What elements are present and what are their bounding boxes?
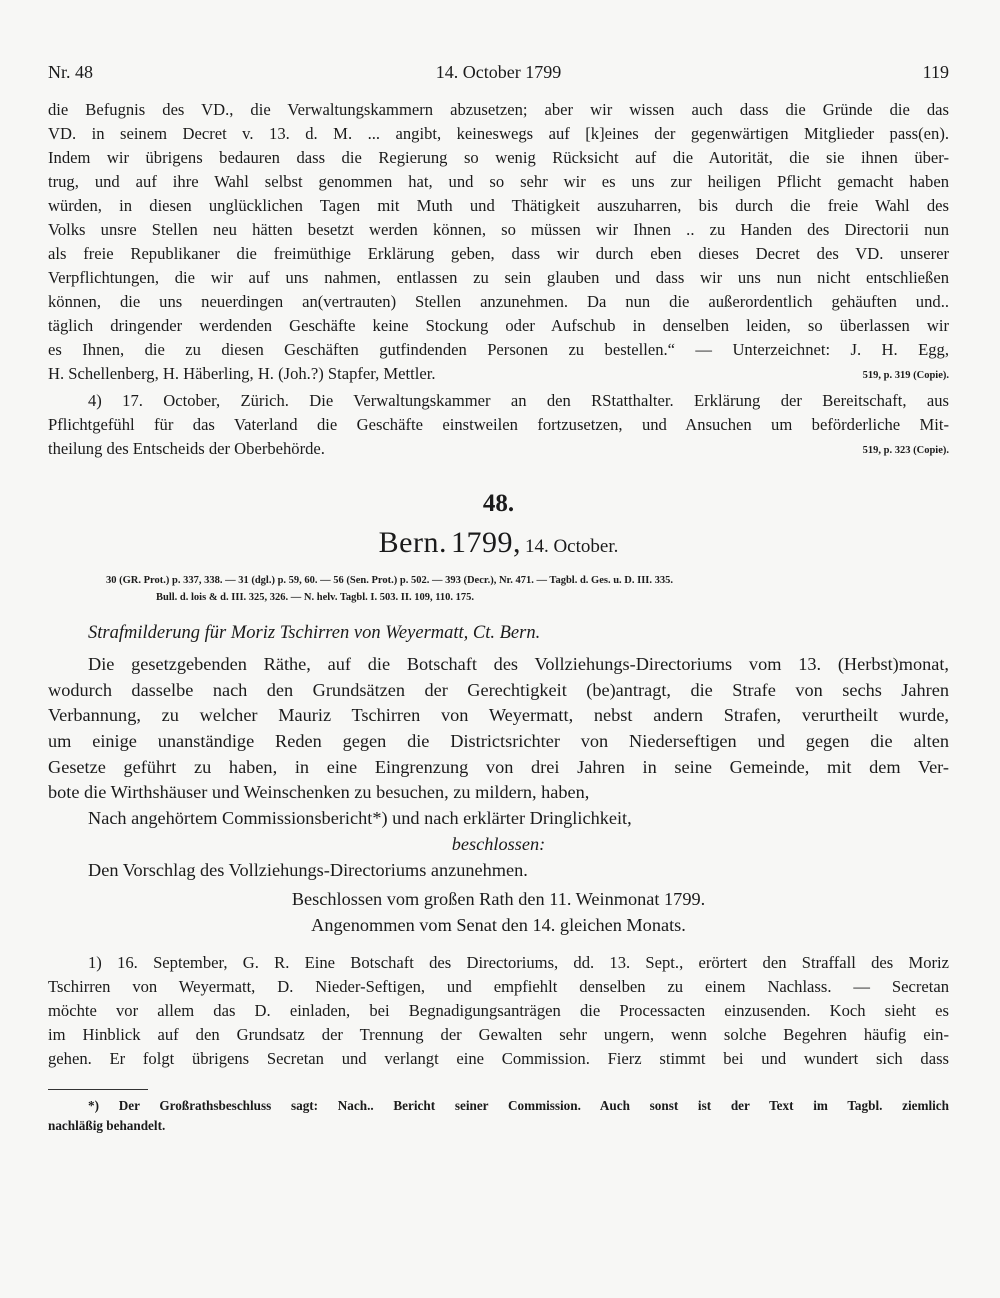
text-line: trug, und auf ihre Wahl selbst genommen hat, und so sehr wir es uns zur heiligen Pflicht gemacht haben bbox=[48, 172, 949, 191]
resolved-heading: beschlossen: bbox=[451, 833, 546, 854]
text-line: Indem wir übrigens bedauren dass die Regierung so wenig Rücksicht auf die Autorität, die sie ihnen über- bbox=[48, 148, 949, 167]
text-line: Gesetze geführt zu haben, in eine Eingrenzung von drei Jahren in seine Gemeinde, mit dem Ver- bbox=[48, 756, 949, 777]
reference-line: 30 (GR. Prot.) p. 337, 338. — 31 (dgl.) p. 59, 60. — 56 (Sen. Prot.) p. 502. — 393 (Decr.), Nr. 471. — Tagbl. d. Ges. u. D. III. 335. bbox=[106, 575, 674, 586]
entry-number: 48. bbox=[482, 490, 515, 517]
text-line: möchte vor allem das D. einladen, bei Begnadigungsanträgen die Processacten einzusenden. Koch sieht es bbox=[48, 1000, 949, 1020]
text-line: H. Schellenberg, H. Häberling, H. (Joh.?) Stapfer, Mettler. bbox=[48, 364, 436, 383]
archive-references bbox=[48, 572, 949, 606]
text-line: bote die Wirthshäuser und Weinschenken zu besuchen, zu mildern, haben, bbox=[48, 782, 590, 803]
entry-year: 1799, bbox=[450, 526, 521, 559]
text-line: täglich dringender werdenden Geschäfte keine Stockung oder Aufschub in denselben leiden, so überlassen wir bbox=[48, 316, 949, 335]
footnote bbox=[48, 1096, 949, 1136]
text-line: 4) 17. October, Zürich. Die Verwaltungskammer an den RStatthalter. Erklärung der Bereitschaft, aus bbox=[88, 391, 949, 410]
text-line: Verpflichtungen, die wir auf uns nahmen, entlassen zu sein glauben und dass wir uns nun nicht entschließen bbox=[48, 268, 949, 287]
reference-line: Bull. d. lois & d. III. 325, 326. — N. helv. Tagbl. I. 503. II. 109, 110. 175. bbox=[156, 592, 474, 603]
commission-line: Nach angehörtem Commissionsbericht*) und nach erklärter Dringlichkeit, bbox=[88, 808, 632, 829]
text-line: würden, in diesen unglücklichen Tagen mit Muth und Thätigkeit auszuharren, bis durch die freie Wahl des bbox=[48, 196, 949, 215]
entry-place: Bern. bbox=[378, 526, 447, 559]
document-number: Nr. 48 bbox=[48, 62, 93, 82]
text-line: VD. in seinem Decret v. 13. d. M. ... angibt, keineswegs auf [k]eines der gegenwärtigen Mitglieder pass(en). bbox=[48, 124, 949, 143]
text-line: als freie Republikaner die freimüthige Erklärung geben, dass wir durch eben dieses Decret des VD. unserer bbox=[48, 244, 949, 263]
text-line-with-source bbox=[48, 437, 949, 461]
page-header bbox=[48, 62, 949, 98]
text-line: Volks unsre Stellen neu hätten besetzt werden können, so müssen wir Ihnen .. zu Handen des Directorii nun bbox=[48, 220, 949, 239]
footnote-line: *) Der Großrathsbeschluss sagt: Nach.. Bericht seiner Commission. Auch sonst ist der Text im Tagbl. ziemlich bbox=[88, 1097, 949, 1113]
text-line-with-source bbox=[48, 362, 949, 386]
text-line: im Hinblick auf den Grundsatz der Trennung der Gewalten sehr ungern, wenn solche Begehren häufig ein- bbox=[48, 1024, 949, 1044]
footnote-line: nachläßig behandelt. bbox=[48, 1117, 166, 1133]
document-page bbox=[48, 62, 949, 1136]
text-line: die Befugnis des VD., die Verwaltungskammern abzusetzen; aber wir wissen auch dass die Gründe die das bbox=[48, 100, 949, 119]
decree-body bbox=[48, 652, 949, 939]
text-line: um einige unanständige Reden gegen die Districtsrichter von Niederseftigen und gegen die alten bbox=[48, 731, 949, 752]
text-line: theilung des Entscheids der Oberbehörde. bbox=[48, 439, 325, 458]
source-reference: 519, p. 323 (Copie). bbox=[862, 445, 949, 456]
entry-subject: Strafmilderung für Moriz Tschirren von Weyermatt, Ct. Bern. bbox=[88, 623, 541, 643]
annotation-1 bbox=[48, 951, 949, 1071]
text-line: können, die uns neuerdingen an(vertrauten) Stellen anzunehmen. Da nun die außerordentlich gehäuften und.. bbox=[48, 292, 949, 311]
decided-line: Beschlossen vom großen Rath den 11. Weinmonat 1799. bbox=[291, 889, 706, 910]
accepted-line: Angenommen vom Senat den 14. gleichen Monats. bbox=[311, 914, 686, 935]
text-line: wodurch dasselbe nach den Grundsätzen der Gerechtigkeit (be)antragt, die Strafe von sechs Jahren bbox=[48, 679, 949, 700]
page-number: 119 bbox=[922, 62, 949, 82]
entry-date: 14. October. bbox=[524, 536, 619, 557]
text-line: gehen. Er folgt übrigens Secretan und verlangt eine Commission. Fierz stimmt bei und wundert sich dass bbox=[48, 1048, 949, 1068]
proposal-line: Den Vorschlag des Vollziehungs-Directoriums anzunehmen. bbox=[88, 859, 528, 880]
text-line: Tschirren von Weyermatt, D. Nieder-Seftigen, und empfiehlt denselben zu einem Nachlass. — Secretan bbox=[48, 976, 949, 996]
entry-title bbox=[48, 525, 949, 566]
text-line: Die gesetzgebenden Räthe, auf die Botschaft des Vollziehungs-Directoriums vom 13. (Herbst)monat, bbox=[88, 654, 949, 674]
text-line: Pflichtgefühl für das Vaterland die Geschäfte einstweilen fortzusetzen, und Ansuchen um beförderliche Mit- bbox=[48, 415, 949, 434]
footnote-rule bbox=[48, 1089, 148, 1090]
text-line: 1) 16. September, G. R. Eine Botschaft des Directoriums, dd. 13. Sept., erörtert den Straffall des Moriz bbox=[88, 952, 949, 972]
text-line: es Ihnen, die zu diesen Geschäften gutfindenden Personen zu bestellen.“ — Unterzeichnet: J. H. Egg, bbox=[48, 340, 949, 359]
previous-entry-text bbox=[48, 98, 949, 461]
text-line: Verbannung, zu welcher Mauriz Tschirren von Weyermatt, nebst andern Strafen, verurtheilt wurde, bbox=[48, 705, 949, 726]
source-reference: 519, p. 319 (Copie). bbox=[862, 370, 949, 381]
header-date: 14. October 1799 bbox=[435, 62, 562, 82]
